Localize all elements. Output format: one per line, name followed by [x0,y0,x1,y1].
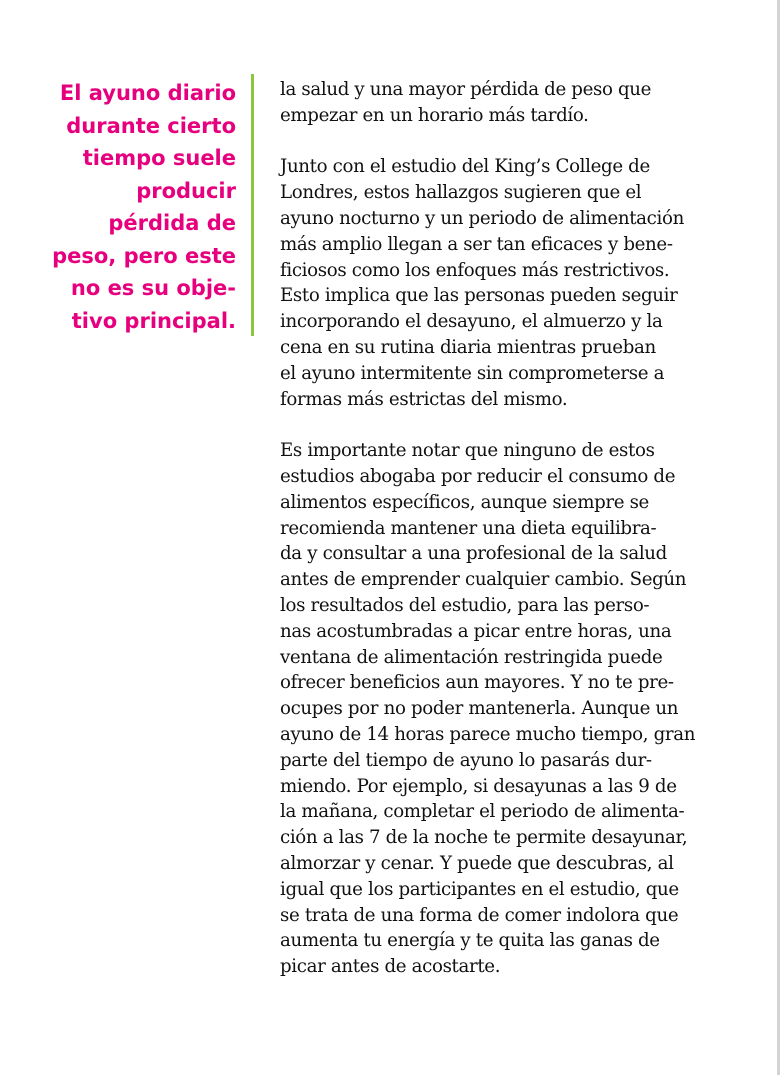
text-line: parte del tiempo de ayuno lo pasarás dur- [280,749,652,771]
pull-quote-line: no es su obje- [70,276,236,300]
text-line: igual que los participantes en el estudio, que [280,878,679,900]
text-line: ficiosos como los enfoques más restrictivos. [280,259,670,281]
pull-quote-line: peso, pero este [52,243,236,268]
pull-quote-line: producir [136,178,236,203]
text-line: almorzar y cenar. Y puede que descubras, al [280,852,674,874]
text-line: más amplio llegan a ser tan eficaces y bene- [280,233,673,255]
text-line: antes de emprender cualquier cambio. Según [280,569,687,591]
text-line: incorporando el desayuno, el almuerzo y la [280,311,663,333]
paragraph-2 [280,154,730,412]
pull-quote-line: tiempo suele [82,146,236,170]
text-line: ventana de alimentación restringida puede [280,646,663,668]
text-line: da y consultar a una profesional de la salud [280,543,667,565]
text-line: estudios abogaba por reducir el consumo de [280,465,676,487]
pull-quote [40,77,236,337]
text-line: los resultados del estudio, para las perso- [280,594,650,616]
text-line: Junto con el estudio del King’s College de [280,156,650,178]
text-line: Londres, estos hallazgos sugieren que el [280,182,642,204]
paragraph-1 [280,77,730,129]
text-line: Esto implica que las personas pueden seguir [280,285,678,307]
text-line: ofrecer beneficios aun mayores. Y no te pre- [280,672,674,694]
text-line: la mañana, completar el periodo de alimenta- [280,801,685,823]
text-line: se trata de una forma de comer indolora que [280,904,679,926]
text-line: ocupes por no poder mantenerla. Aunque un [280,698,679,720]
text-line: ayuno de 14 horas parece mucho tiempo, gran [280,723,696,745]
text-line: formas más estrictas del mismo. [280,388,568,410]
text-line: Es importante notar que ninguno de estos [280,440,655,462]
text-line: ayuno nocturno y un periodo de alimentación [280,207,684,229]
text-line: ción a las 7 de la noche te permite desayunar, [280,827,688,849]
paragraph-3 [280,438,730,980]
text-line: picar antes de acostarte. [280,956,501,978]
text-line: cena en su rutina diaria mientras prueban [280,336,656,358]
article-body [280,77,730,1006]
text-line: alimentos específicos, aunque siempre se [280,491,649,513]
text-line: miendo. Por ejemplo, si desayunas a las 9 de [280,775,677,797]
text-line: el ayuno intermitente sin comprometerse a [280,362,665,384]
pull-quote-line: durante cierto [66,113,236,138]
text-line: empezar en un horario más tardío. [280,104,589,126]
pull-quote-divider [251,74,254,336]
text-line: recomienda mantener una dieta equilibra- [280,517,657,539]
text-line: nas acostumbradas a picar entre horas, una [280,620,672,642]
pull-quote-line: pérdida de [108,211,236,235]
text-line: aumenta tu energía y te quita las ganas de [280,930,660,952]
pull-quote-line: El ayuno diario [59,81,236,105]
pull-quote-line: tivo principal. [71,308,236,333]
text-line: la salud y una mayor pérdida de peso que [280,79,652,100]
